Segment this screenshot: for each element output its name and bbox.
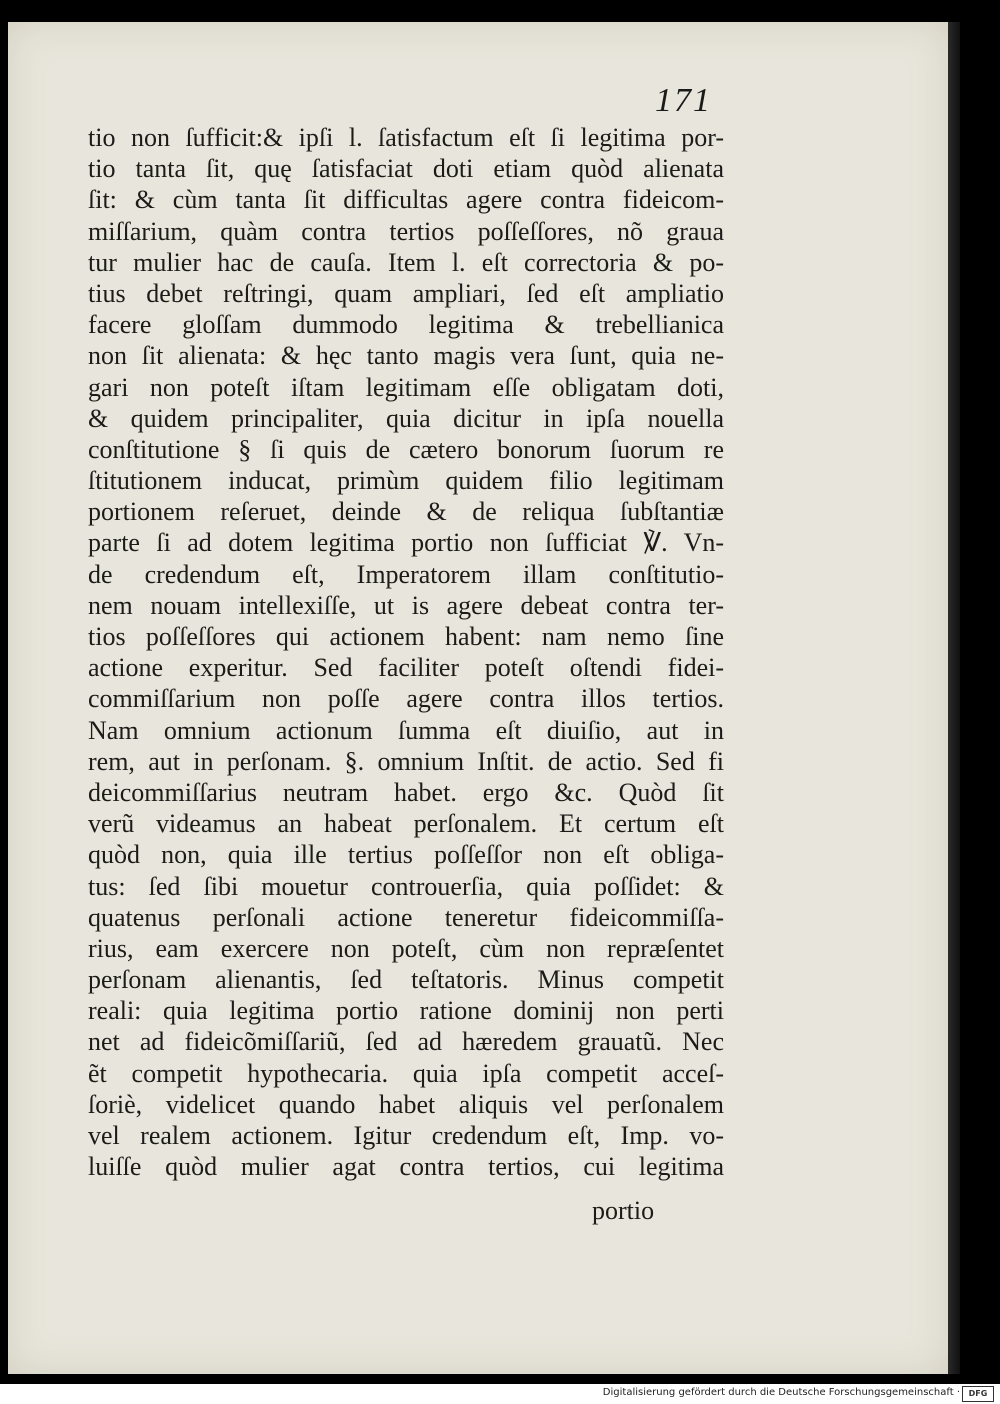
text-line: reali: quia legitima portio ratione dominij non perti bbox=[88, 996, 724, 1026]
text-line: rem, aut in perſonam. §. omnium Inſtit. de actio. Sed fi bbox=[88, 746, 724, 776]
text-line: commiſſarium non poſſe agere contra illos tertios. bbox=[88, 684, 724, 714]
text-line: parte ſi ad dotem legitima portio non ſufficiat ℣. Vn- bbox=[88, 528, 724, 558]
text-line: portionem reſeruet, deinde & de reliqua ſubſtantiæ bbox=[88, 497, 724, 527]
funding-notice: Digitalisierung gefördert durch die Deutsche Forschungsgemeinschaft · bbox=[602, 1387, 960, 1398]
page-edge bbox=[948, 22, 960, 1374]
text-line: tios poſſeſſores qui actionem habent: nam nemo ſine bbox=[88, 622, 724, 651]
text-line: tio tanta ſit, quę ſatisfaciat doti etiam quòd alienata bbox=[88, 154, 724, 184]
text-line: quatenus perſonali actione teneretur fideicommiſſa- bbox=[88, 902, 724, 932]
text-line: & quidem principaliter, quia dicitur in ipſa nouella bbox=[88, 403, 724, 433]
page-number: 171 bbox=[655, 82, 712, 119]
text-line: net ad fideicõmiſſariũ, ſed ad hæredem grauatũ. Nec bbox=[88, 1027, 724, 1057]
text-line: tio non ſufficit:& ipſi l. ſatisfactum eſt ſi legitima por- bbox=[88, 123, 724, 152]
text-line: actione experitur. Sed faciliter poteſt oſtendi fidei- bbox=[88, 653, 724, 683]
text-line: verũ videamus an habeat perſonalem. Et certum eſt bbox=[88, 809, 724, 839]
text-line: tur mulier hac de cauſa. Item l. eſt correctoria & po- bbox=[88, 247, 724, 277]
text-line: nem nouam intellexiſſe, ut is agere debeat contra ter- bbox=[88, 590, 724, 620]
text-line: gari non poteſt iſtam legitimam eſſe obligatam doti, bbox=[88, 372, 724, 402]
text-line: non ſit alienata: & hęc tanto magis vera ſunt, quia ne- bbox=[88, 341, 724, 371]
text-line: deicommiſſarius neutram habet. ergo &c. Quòd ſit bbox=[88, 777, 724, 807]
text-line: ſtitutionem inducat, primùm quidem filio legitimam bbox=[88, 466, 724, 496]
text-line: vel realem actionem. Igitur credendum eſt, Imp. vo- bbox=[88, 1121, 724, 1150]
text-line: tus: ſed ſibi mouetur controuerſia, quia poſſidet: & bbox=[88, 871, 724, 901]
text-line: ſoriè, videlicet quando habet aliquis vel perſonalem bbox=[88, 1089, 724, 1119]
text-line: perſonam alienantis, ſed teſtatoris. Minus competit bbox=[88, 965, 724, 995]
text-line: conſtitutione § ſi quis de cætero bonorum ſuorum re bbox=[88, 434, 724, 464]
footer-bar bbox=[0, 1384, 1000, 1404]
text-line: facere gloſſam dummodo legitima & trebellianica bbox=[88, 310, 724, 340]
text-line: tius debet reſtringi, quam ampliari, ſed eſt ampliatio bbox=[88, 278, 724, 308]
catchword: portio bbox=[592, 1196, 655, 1225]
text-line: de credendum eſt, Imperatorem illam conſtitutio- bbox=[88, 559, 724, 589]
text-line: miſſarium, quàm contra tertios poſſeſſores, nõ graua bbox=[88, 216, 724, 246]
text-line: Nam omnium actionum ſumma eſt diuiſio, aut in bbox=[88, 715, 724, 745]
body-text bbox=[88, 122, 724, 1182]
text-line: luiſſe quòd mulier agat contra tertios, cui legitima bbox=[88, 1152, 724, 1182]
text-line: quòd non, quia ille tertius poſſeſſor non eſt obliga- bbox=[88, 840, 724, 870]
text-line: ſit: & cùm tanta ſit difficultas agere contra fideicom- bbox=[88, 185, 724, 215]
text-line: ẽt competit hypothecaria. quia ipſa competit acceſ- bbox=[88, 1058, 724, 1088]
text-line: rius, eam exercere non poteſt, cùm non repræſentet bbox=[88, 933, 724, 963]
dfg-logo: DFG bbox=[962, 1386, 994, 1402]
